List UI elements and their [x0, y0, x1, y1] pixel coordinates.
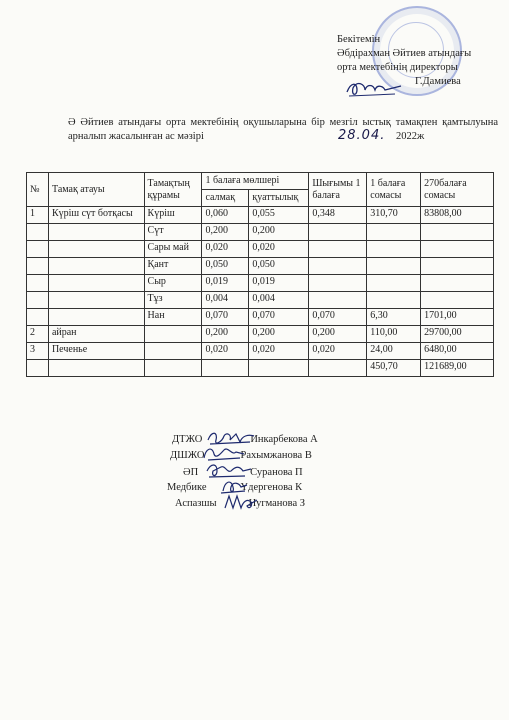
cell-weight: 0,004 [202, 292, 249, 309]
title-text: Ә Әйтиев атындағы орта мектебінің оқушыларына бір мезгіл ыстық тамақпен қамтылуына арналып жасалынған ас мәзірі [68, 117, 498, 142]
cell-per-child-sum [367, 258, 421, 275]
cell-ingredient [144, 326, 202, 343]
cell-calorie: 0,070 [249, 309, 309, 326]
table-header-row [27, 173, 494, 190]
cell-ingredient: Сыр [144, 275, 202, 292]
cell-sum-270: 6480,00 [421, 343, 494, 360]
cell-per-child-sum: 24,00 [367, 343, 421, 360]
cell-dish-name [48, 275, 144, 292]
cell-calorie: 0,020 [249, 343, 309, 360]
cell-yield [309, 258, 367, 275]
cell-yield: 0,020 [309, 343, 367, 360]
cell-calorie: 0,020 [249, 241, 309, 258]
approval-line-2: Әбдірахман Әйтиев атындағы [337, 48, 472, 59]
cell-weight: 0,019 [202, 275, 249, 292]
director-signature [343, 78, 403, 100]
cell-row-num: 2 [27, 326, 49, 343]
cell-yield: 0,070 [309, 309, 367, 326]
signer-role: ДШЖО [170, 450, 205, 461]
cell-sum-270 [421, 224, 494, 241]
cell-calorie: 0,055 [249, 207, 309, 224]
menu-table [26, 172, 494, 377]
cell-yield [309, 224, 367, 241]
cell-row-num [27, 292, 49, 309]
cell-sum-270: 121689,00 [421, 360, 494, 377]
cell-ingredient [144, 343, 202, 360]
table-row [27, 207, 494, 224]
cell-yield: 0,200 [309, 326, 367, 343]
cell-ingredient: Тұз [144, 292, 202, 309]
cell-weight: 0,070 [202, 309, 249, 326]
signer-row [175, 498, 305, 509]
signer-role: ӘП [183, 467, 199, 478]
table-row [27, 241, 494, 258]
cell-sum-270 [421, 258, 494, 275]
signer-role: ДТЖО [172, 434, 203, 445]
cell-yield: 0,348 [309, 207, 367, 224]
cell-yield [309, 292, 367, 309]
cell-row-num: 3 [27, 343, 49, 360]
cell-ingredient: Нан [144, 309, 202, 326]
cell-dish-name: Күріш сүт ботқасы [48, 207, 144, 224]
header-per-child-amount: 1 балаға мөлшері [202, 173, 309, 190]
cell-per-child-sum [367, 241, 421, 258]
cell-dish-name [48, 258, 144, 275]
header-dish-name: Тамақ атауы [48, 173, 144, 207]
cell-ingredient: Сүт [144, 224, 202, 241]
table-row [27, 309, 494, 326]
cell-calorie: 0,200 [249, 224, 309, 241]
cell-ingredient [144, 360, 202, 377]
cell-row-num: 1 [27, 207, 49, 224]
signer-role: Медбике [167, 482, 207, 493]
title-year: 2022ж [396, 131, 425, 142]
cell-sum-270 [421, 292, 494, 309]
cell-ingredient: Күріш [144, 207, 202, 224]
cell-dish-name [48, 292, 144, 309]
header-per-child-sum: 1 балаға сомасы [367, 173, 421, 207]
cell-per-child-sum: 110,00 [367, 326, 421, 343]
cell-ingredient: Сары май [144, 241, 202, 258]
cell-row-num [27, 275, 49, 292]
cell-dish-name [48, 309, 144, 326]
cell-row-num [27, 224, 49, 241]
approval-line-3: орта мектебінің директоры [337, 62, 458, 73]
cell-ingredient: Қант [144, 258, 202, 275]
cell-row-num [27, 241, 49, 258]
signer-role: Аспазшы [175, 498, 217, 509]
table-row [27, 326, 494, 343]
cell-per-child-sum [367, 292, 421, 309]
cell-weight [202, 360, 249, 377]
header-weight: салмақ [202, 190, 249, 207]
cell-row-num [27, 309, 49, 326]
cell-weight: 0,060 [202, 207, 249, 224]
header-yield: Шығымы 1 балаға [309, 173, 367, 207]
cell-per-child-sum: 450,70 [367, 360, 421, 377]
cell-weight: 0,020 [202, 343, 249, 360]
cell-per-child-sum [367, 224, 421, 241]
table-row [27, 224, 494, 241]
cell-sum-270: 29700,00 [421, 326, 494, 343]
cell-dish-name [48, 241, 144, 258]
cell-row-num [27, 360, 49, 377]
signer-name: Суранова П [250, 467, 303, 478]
cell-yield [309, 241, 367, 258]
cell-calorie: 0,200 [249, 326, 309, 343]
cell-calorie: 0,050 [249, 258, 309, 275]
approval-line-1: Бекітемін [337, 34, 381, 45]
header-composition: Тамақтың құрамы [144, 173, 202, 207]
table-row [27, 360, 494, 377]
cell-sum-270: 1701,00 [421, 309, 494, 326]
cell-dish-name [48, 224, 144, 241]
signature-scribble [223, 492, 259, 514]
header-calorie: қуаттылық [249, 190, 309, 207]
signer-row [170, 450, 312, 461]
cell-calorie: 0,004 [249, 292, 309, 309]
cell-dish-name: Печенье [48, 343, 144, 360]
cell-per-child-sum: 310,70 [367, 207, 421, 224]
cell-sum-270 [421, 275, 494, 292]
approval-director-name: Г.Дамиева [415, 76, 461, 87]
cell-dish-name [48, 360, 144, 377]
cell-dish-name: айран [48, 326, 144, 343]
header-sum-270: 270балаға сомасы [421, 173, 494, 207]
cell-calorie [249, 360, 309, 377]
document-title [68, 116, 498, 144]
cell-weight: 0,200 [202, 326, 249, 343]
table-body [27, 207, 494, 377]
cell-per-child-sum: 6,30 [367, 309, 421, 326]
cell-row-num [27, 258, 49, 275]
cell-sum-270 [421, 241, 494, 258]
table-row [27, 258, 494, 275]
cell-weight: 0,200 [202, 224, 249, 241]
signer-name: Инкарбекова А [250, 434, 318, 445]
signer-name: Нугманова З [248, 498, 306, 509]
table-row [27, 275, 494, 292]
header-num: № [27, 173, 49, 207]
signer-name: Рахымжанова В [240, 450, 312, 461]
cell-sum-270: 83808,00 [421, 207, 494, 224]
cell-per-child-sum [367, 275, 421, 292]
cell-weight: 0,020 [202, 241, 249, 258]
table-row [27, 343, 494, 360]
signer-name: Үдергенова К [240, 482, 303, 493]
cell-calorie: 0,019 [249, 275, 309, 292]
handwritten-date: 28.04. [338, 128, 386, 143]
cell-weight: 0,050 [202, 258, 249, 275]
cell-yield [309, 275, 367, 292]
cell-yield [309, 360, 367, 377]
table-row [27, 292, 494, 309]
